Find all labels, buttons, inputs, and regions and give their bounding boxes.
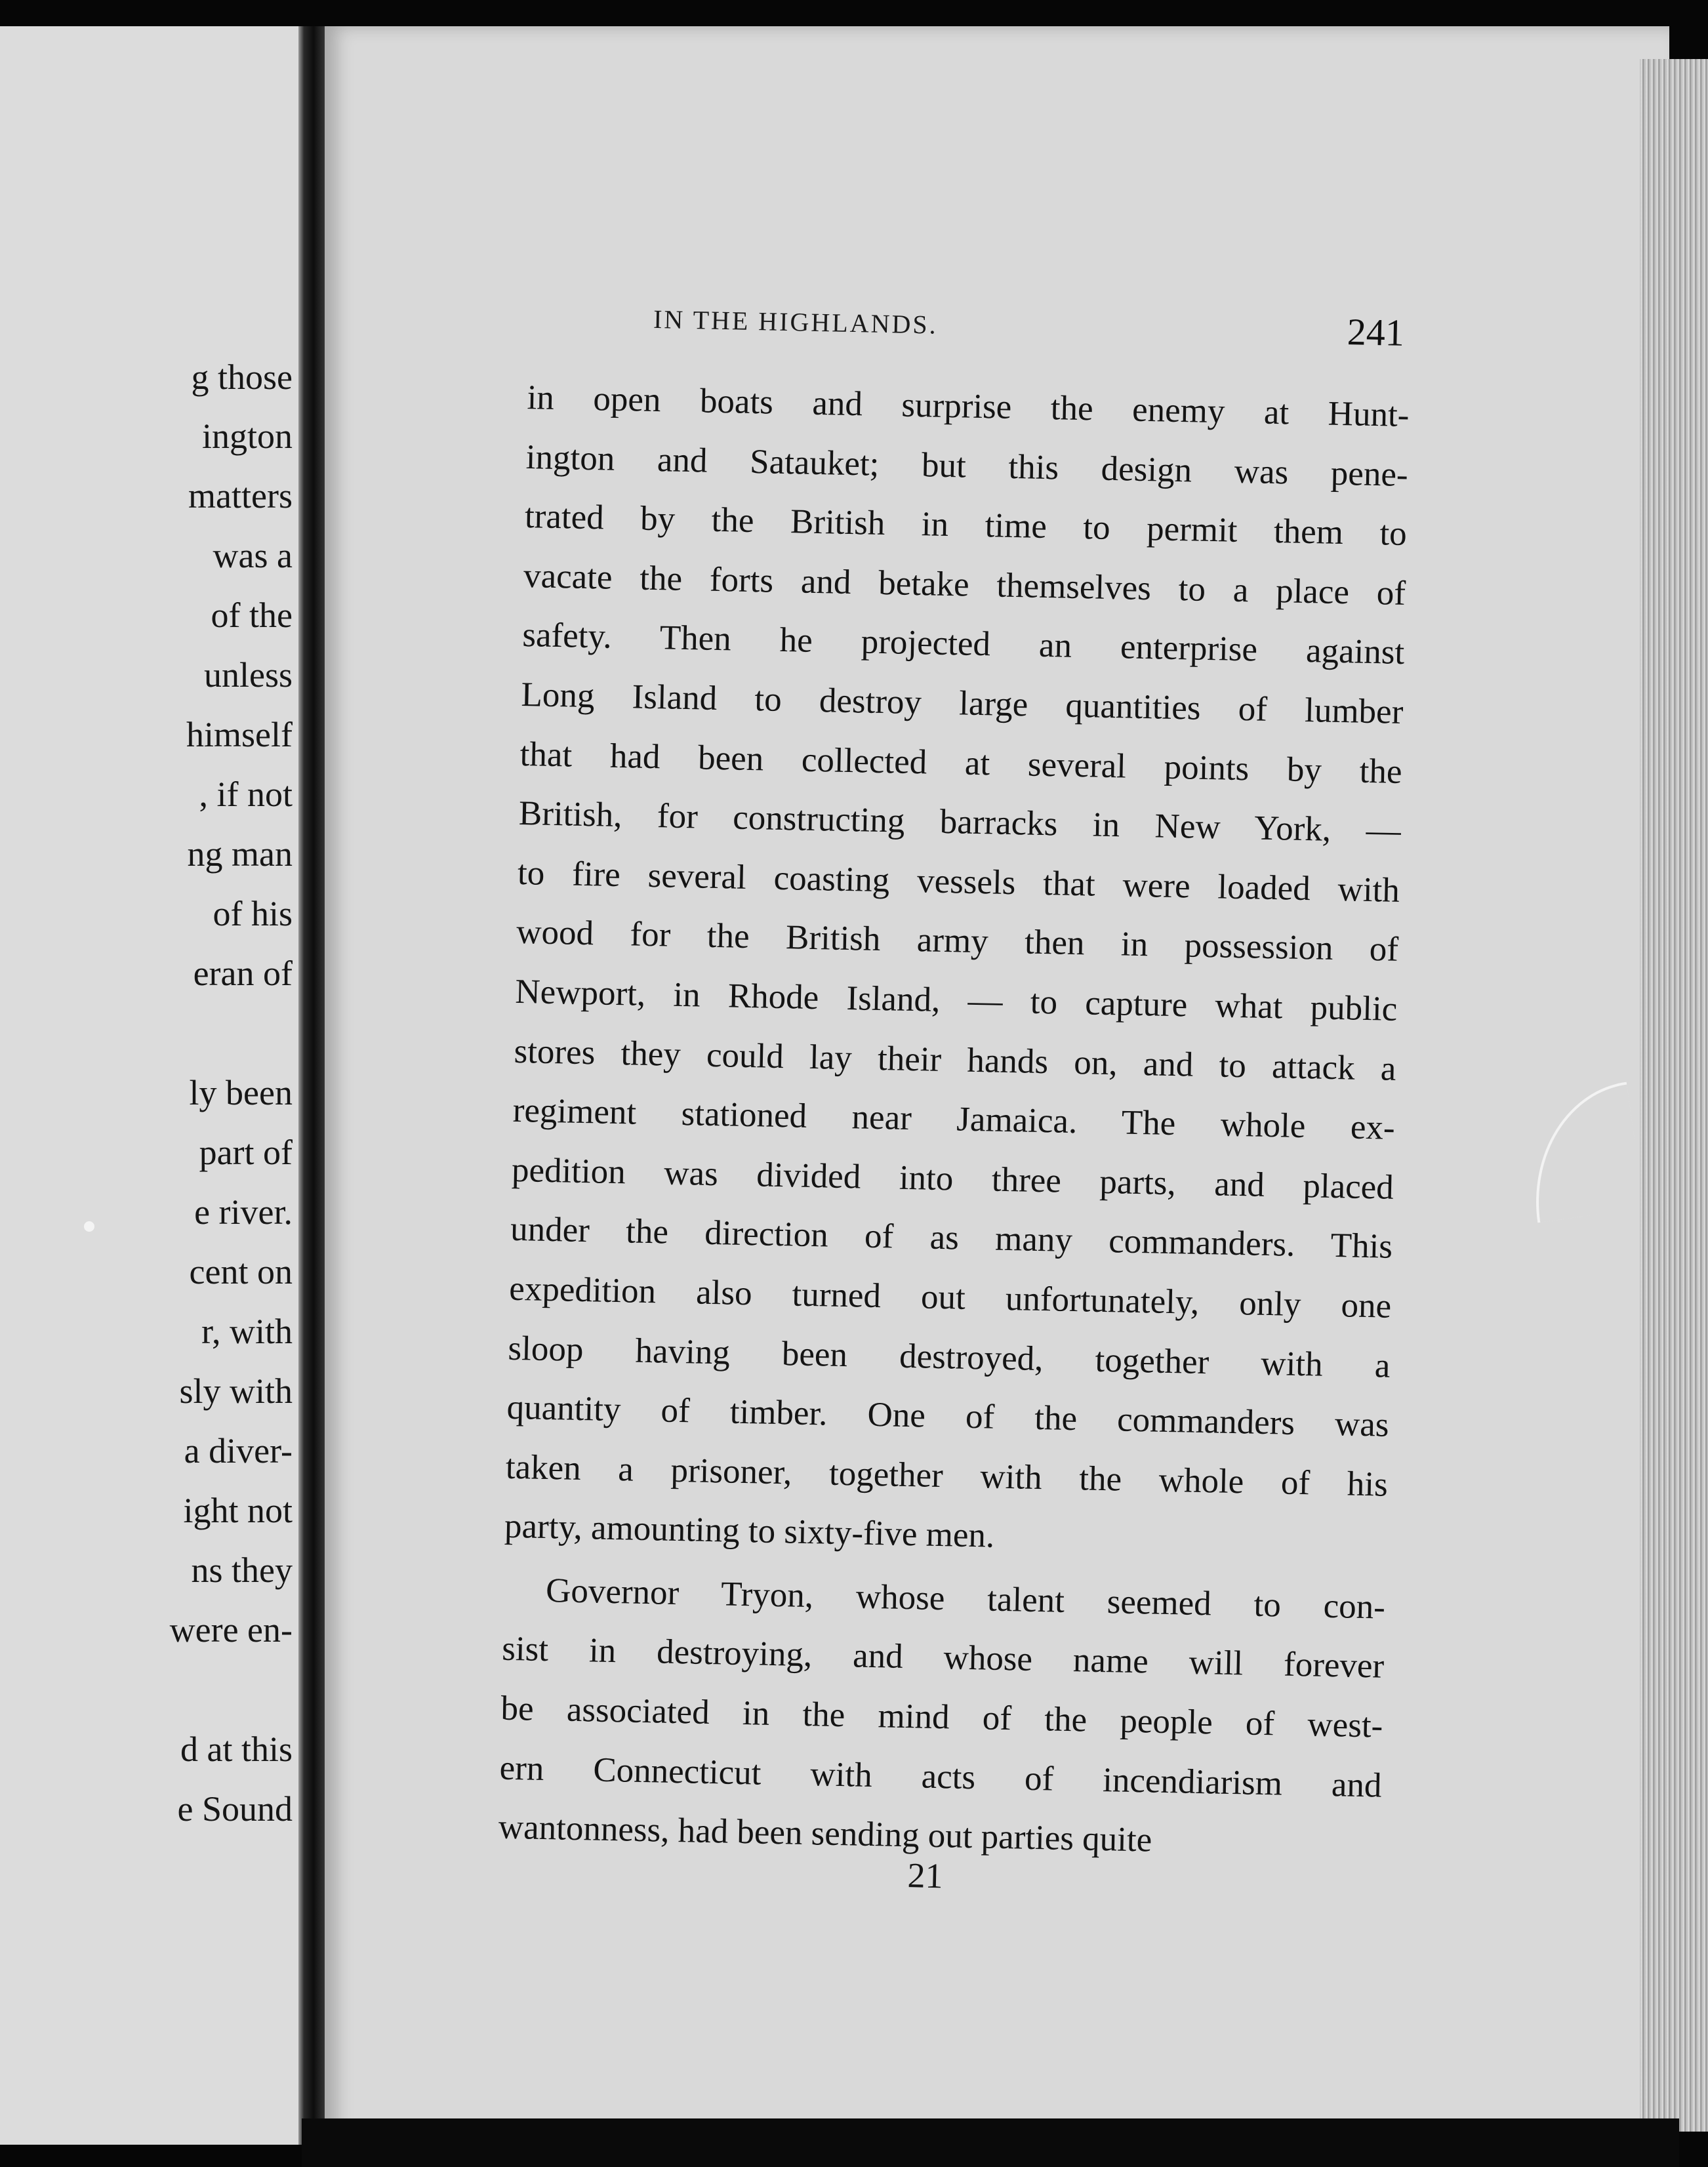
- signature-mark: 21: [906, 1855, 944, 1896]
- left-page-line: matters: [188, 476, 293, 516]
- scan-speck: [84, 1221, 94, 1232]
- left-page-line: of the: [211, 596, 293, 635]
- page-number: 241: [1347, 310, 1405, 354]
- left-page-line: ight not: [183, 1491, 293, 1530]
- text-line: in open boats and surprise the enemy at Hunt-: [527, 378, 1410, 435]
- text-line: expedition also turned out unfortunately, only one: [508, 1269, 1392, 1326]
- left-page-line: a diver-: [184, 1431, 293, 1470]
- left-page: [0, 26, 302, 2145]
- body-text: [498, 368, 1410, 1874]
- left-page-line: eran of: [193, 954, 293, 993]
- text-line: Long Island to destroy large quantities of lumber: [521, 675, 1404, 731]
- page-edges: [1640, 59, 1708, 2132]
- left-page-line: was a: [213, 536, 293, 575]
- left-page-line: sly with: [179, 1371, 293, 1411]
- text-line: British, for constructing barracks in New York, —: [518, 794, 1402, 851]
- text-line: quantity of timber. One of the commanders was: [506, 1388, 1390, 1444]
- text-line: vacate the forts and betake themselves to a place of: [523, 556, 1406, 613]
- left-page-line: of his: [213, 894, 293, 933]
- text-line: Governor Tryon, whose talent seemed to con-: [545, 1571, 1386, 1627]
- text-line: taken a prisoner, together with the whole of his: [505, 1448, 1389, 1504]
- text-line: to fire several coasting vessels that were loaded with: [517, 853, 1400, 910]
- left-page-line: e Sound: [177, 1789, 293, 1829]
- left-page-line: g those: [191, 357, 293, 397]
- left-page-line: d at this: [180, 1730, 293, 1769]
- text-line: wood for the British army then in possession of: [516, 913, 1399, 969]
- text-line: trated by the British in time to permit them to: [524, 497, 1408, 554]
- left-page-line: were en-: [169, 1610, 293, 1650]
- text-line: party, amounting to sixty-five men.: [504, 1507, 995, 1555]
- text-line: ington and Satauket; but this design was pene-: [525, 437, 1409, 494]
- left-page-line: ng man: [187, 834, 293, 874]
- left-page-line: himself: [186, 715, 293, 754]
- paragraph: [498, 1560, 1386, 1875]
- left-page-line: ns they: [191, 1550, 293, 1590]
- scan-bottom-border: [302, 2118, 1679, 2167]
- left-page-line: ly been: [189, 1073, 293, 1112]
- left-page-line: part of: [199, 1133, 293, 1172]
- text-line: Newport, in Rhode Island, — to capture what public: [514, 972, 1398, 1028]
- text-line: regiment stationed near Jamaica. The whole ex-: [512, 1091, 1396, 1147]
- text-line: be associated in the mind of the people of west-: [500, 1689, 1383, 1745]
- left-page-line: ington: [201, 416, 293, 456]
- text-line: that had been collected at several points by the: [519, 735, 1403, 791]
- left-page-line: e river.: [194, 1192, 293, 1232]
- text-line: under the direction of as many commanders. This: [510, 1210, 1393, 1266]
- left-page-line: unless: [204, 655, 293, 695]
- right-page-text-block: [460, 289, 1437, 1934]
- left-page-line: cent on: [189, 1252, 293, 1291]
- paragraph: [504, 368, 1410, 1574]
- text-line: ern Connecticut with acts of incendiarism and: [499, 1749, 1383, 1805]
- running-head: IN THE HIGHLANDS.: [653, 304, 939, 340]
- text-line: sist in destroying, and whose name will forever: [501, 1630, 1385, 1686]
- text-line: safety. Then he projected an enterprise against: [521, 616, 1405, 672]
- text-line: pedition was divided into three parts, and placed: [511, 1150, 1394, 1207]
- text-line: sloop having been destroyed, together with a: [508, 1329, 1391, 1385]
- text-line: stores they could lay their hands on, and to attack a: [514, 1032, 1396, 1088]
- left-page-line: r, with: [201, 1312, 293, 1351]
- book-gutter: [298, 26, 326, 2145]
- text-line: wantonness, had been sending out parties quite: [498, 1808, 1152, 1859]
- left-page-line: , if not: [199, 775, 293, 814]
